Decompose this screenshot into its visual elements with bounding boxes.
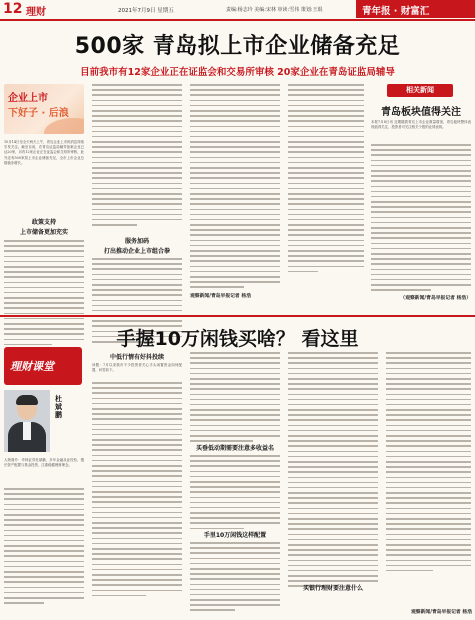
banner-image: [4, 84, 84, 134]
column-logo-text: 理财课堂: [10, 360, 54, 373]
related-news-title: 青岛板块值得关注: [381, 107, 461, 118]
feature-col3-body-top: [190, 352, 280, 445]
feature-col5-body: [386, 352, 471, 575]
feature-col3-body-bottom: [190, 542, 280, 615]
banner-wave: [44, 118, 84, 134]
main-headline: 500家 青岛拟上市企业储备充足: [74, 34, 401, 59]
col2-subhead-1: 服务加码: [124, 238, 149, 245]
related-news-box: [371, 84, 471, 306]
feature-col4-body: [288, 352, 378, 591]
feature-byline: 观察新闻/青岛早报记者 杨浩: [411, 610, 472, 615]
editor-credits: 责编:杨志玲 美编:宋林 审读:雪伟 策划:王琨: [226, 7, 323, 13]
brand-text: 青年报 · 财富汇: [362, 6, 430, 17]
related-news-lead: 本报7月8日讯 近期随着青岛上市企业数量增加，青岛板块整体表现值得关注，投资者可关注相关个股的业绩表现。: [371, 120, 471, 130]
left-subhead-2: 上市储备更加充实: [19, 229, 68, 236]
page-number: 12: [3, 1, 23, 17]
header-rule: [0, 19, 475, 21]
related-news-tag: 相关新闻: [387, 84, 453, 97]
feature-col3-body-mid: [190, 455, 280, 533]
left-subhead-1: 政策支持: [31, 219, 56, 226]
feature-section-4: 手里10万闲钱这样配置: [203, 532, 267, 539]
banner-line-1: 企业上市: [8, 93, 48, 104]
expert-name: 杜斌鹏: [55, 395, 62, 419]
feature-headline: 手握10万闲钱买啥？ 看这里: [116, 328, 359, 350]
expert-hair: [16, 395, 38, 405]
feature-divider: [0, 315, 475, 317]
feature-section-2: 买垂低动期需要注意多收益名: [195, 445, 274, 452]
left-lead-paragraph: 10月14日至全天两天上午，青岛企业上市的消息持续引发关注。截至目前，在青岛证监局辅导备案企业已达20家，另有12家企业正在证监会和交易所审核，此外还有500家拟上市企业储备充足，全市上市企业总数稳步增长。: [4, 140, 84, 165]
feature-section-1: 中低行情有好抖投续: [109, 354, 164, 361]
expert-photo: [4, 390, 50, 452]
column-logo: [4, 347, 82, 385]
banner-line-2: 下好子 · 后浪: [8, 108, 69, 119]
page-header: [0, 0, 475, 20]
expert-intro: 人物简介：华林证券杜斌鹏，多年金融从业经验，擅长资产配置与基金投资，注重稳健理财理念。: [4, 458, 84, 468]
col2-subhead-2: 打出推动企业上市组合拳: [103, 248, 170, 255]
col2-body-text: [92, 84, 182, 229]
feature-col2-body: [92, 382, 182, 600]
col4-body-text: [288, 84, 364, 276]
related-news-body: [371, 144, 471, 294]
main-subheadline: 目前我市有12家企业正在证监会和交易所审核 20家企业在青岛证监局辅导: [80, 67, 395, 78]
issue-date: 2021年7月9日 星期五: [118, 8, 174, 14]
col3-body-text: [190, 84, 280, 292]
feature-col1-body: [4, 488, 84, 607]
section-name: 理财: [26, 7, 46, 18]
expert-shirt: [23, 422, 31, 440]
brand-logo: [356, 0, 475, 18]
related-news-byline: （观察新闻/青岛早报记者 杨浩）: [400, 296, 471, 301]
feature-qa-intro: 问题：7月以来我市不少投资者关心手头闲置资金如何配置，问答如下。: [92, 363, 182, 373]
col3-byline: 观察新闻/青岛早报记者 杨浩: [190, 294, 251, 299]
feature-section-3: 买银行理财要注意什么: [302, 585, 363, 592]
